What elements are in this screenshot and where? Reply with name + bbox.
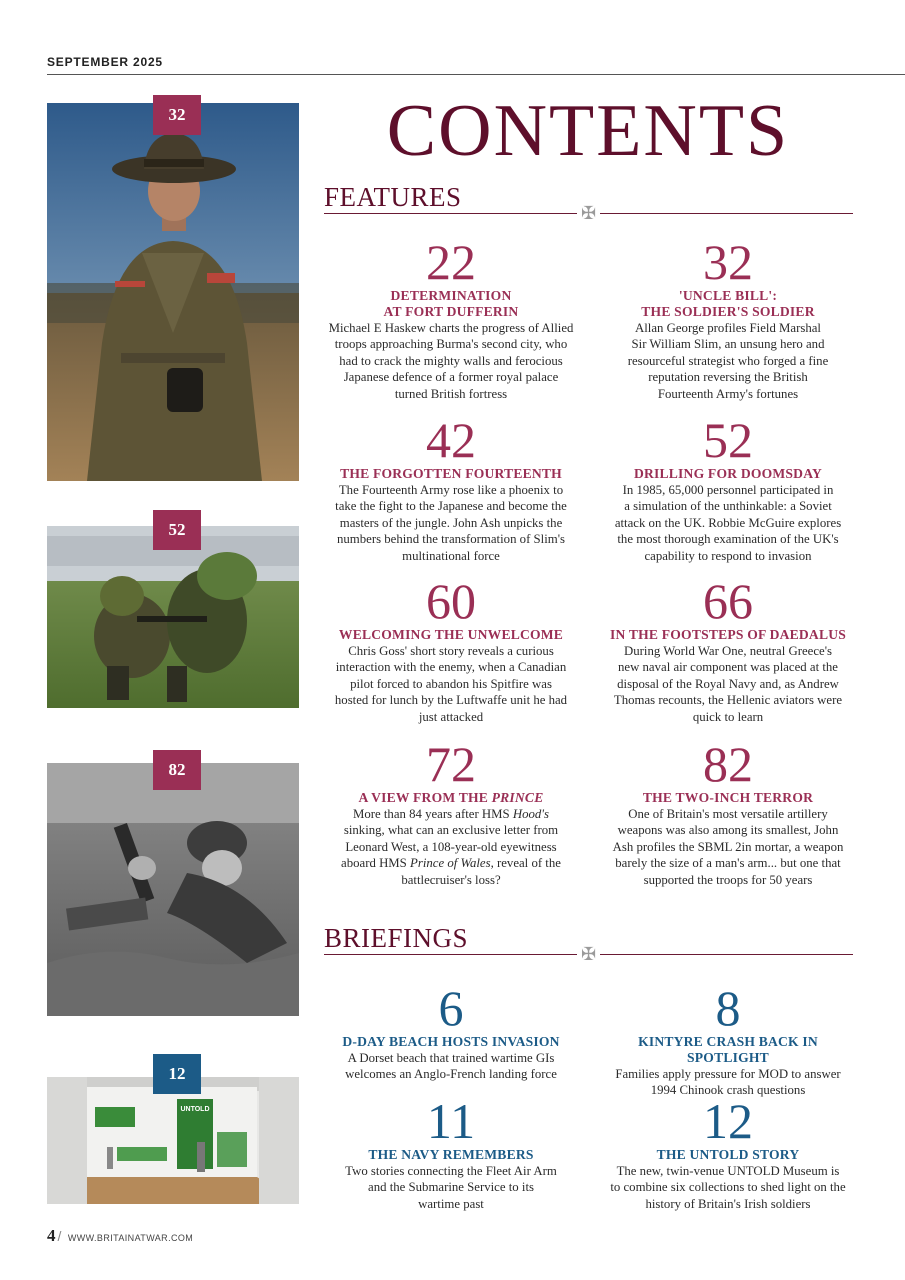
page-number: 22 (426, 234, 476, 290)
page-number: 32 (703, 234, 753, 290)
briefing-headline[interactable]: THE UNTOLD STORY (656, 1147, 800, 1162)
page-number: 72 (426, 736, 476, 792)
briefing-entry-6[interactable] (320, 982, 582, 1083)
folio-page-number: 4 (47, 1226, 56, 1245)
page-number: 11 (426, 1093, 476, 1149)
page-footer (47, 1226, 193, 1246)
feature-summary: Allan George profiles Field Marshal Sir William Slim, an unsung hero and resourceful strategist who forged a fine reputation reversing the British Fourteenth Army's fortunes (627, 321, 829, 401)
briefing-entry-11[interactable] (320, 1095, 582, 1212)
briefing-summary: The new, twin-venue UNTOLD Museum is to combine six collections to shed light on the history of Britain's Irish soldiers (610, 1164, 846, 1211)
feature-summary: The Fourteenth Army rose like a phoenix to take the fight to the Japanese and become the masters of the jungle. John Ash unpicks the numbers behind the transformation of Slim's multinational force (335, 483, 567, 563)
page-number: 52 (703, 412, 753, 468)
feature-headline[interactable]: THE FORGOTTEN FOURTEENTH (340, 466, 562, 481)
page-title: CONTENTS (386, 90, 790, 172)
briefing-headline[interactable]: THE NAVY REMEMBERS (368, 1147, 534, 1162)
briefing-headline[interactable]: KINTYRE CRASH BACK IN SPOTLIGHT (638, 1034, 818, 1065)
feature-entry-42[interactable] (320, 414, 582, 564)
page-number: 42 (426, 412, 476, 468)
briefings-rule-right (600, 954, 853, 955)
page-badge-12: 12 (153, 1054, 201, 1094)
untold-museum-image (47, 1077, 299, 1204)
briefings-rule-left (324, 954, 577, 955)
page-number: 8 (715, 980, 741, 1036)
briefing-entry-8[interactable] (597, 982, 859, 1099)
feature-entry-52[interactable] (597, 414, 859, 564)
features-rule-right (600, 213, 853, 214)
website-link[interactable]: WWW.BRITAINATWAR.COM (67, 1233, 194, 1243)
maltese-cross-icon: ✠ (581, 944, 597, 964)
feature-summary: Michael E Haskew charts the progress of Allied troops approaching Burma's second city, who had to crack the mighty walls and ferocious Japanese defence of a former royal palace turned British fortress (328, 321, 574, 401)
mortar-team-image (47, 763, 299, 1016)
folio-separator: / (57, 1228, 62, 1244)
feature-entry-32[interactable] (597, 236, 859, 402)
page-number: 60 (426, 573, 476, 629)
photo-camouflaged-soldiers[interactable] (47, 520, 299, 708)
features-heading: FEATURES (324, 182, 462, 212)
photo-untold-museum[interactable] (47, 1064, 299, 1204)
header-divider (47, 74, 905, 75)
feature-headline[interactable]: WELCOMING THE UNWELCOME (338, 627, 564, 642)
briefing-summary: Two stories connecting the Fleet Air Arm and the Submarine Service to its wartime past (345, 1164, 557, 1211)
feature-entry-72[interactable] (320, 738, 582, 888)
feature-headline[interactable]: THE TWO-INCH TERROR (642, 790, 814, 805)
feature-summary: During World War One, neutral Greece's new naval air component was placed at the disposal of the Royal Navy and, as Andrew Thomas recounts, the Hellenic aviators were quick to learn (613, 644, 843, 724)
briefing-summary: A Dorset beach that trained wartime GIs welcomes an Anglo-French landing force (345, 1051, 557, 1082)
page-number: 66 (703, 573, 753, 629)
feature-entry-66[interactable] (597, 575, 859, 725)
briefing-entry-12[interactable] (597, 1095, 859, 1212)
feature-entry-82[interactable] (597, 738, 859, 888)
briefing-summary: Families apply pressure for MOD to answer 1994 Chinook crash questions (615, 1067, 841, 1098)
briefings-heading: BRIEFINGS (324, 923, 469, 953)
soldiers-exercise-image (47, 526, 299, 708)
feature-entry-60[interactable] (320, 575, 582, 725)
photo-mortar-team[interactable] (47, 760, 299, 1016)
page-badge-52: 52 (153, 510, 201, 550)
features-rule-left (324, 213, 577, 214)
photo-slim-portrait[interactable] (47, 103, 299, 481)
slim-portrait-image (47, 103, 299, 481)
feature-headline[interactable]: DETERMINATION AT FORT DUFFERIN (383, 288, 519, 319)
page-number: 12 (703, 1093, 753, 1149)
page-number: 6 (438, 980, 464, 1036)
feature-entry-22[interactable] (320, 236, 582, 402)
briefing-headline[interactable]: D-DAY BEACH HOSTS INVASION (342, 1034, 560, 1049)
untold-sign: UNTOLD (180, 1106, 210, 1113)
feature-summary: Chris Goss' short story reveals a curious interaction with the enemy, when a Canadian pilot forced to abandon his Spitfire was hosted for lunch by the Luftwaffe unit he had just attacked (334, 644, 568, 724)
maltese-cross-icon: ✠ (581, 203, 597, 223)
feature-summary: More than 84 years after HMS Hood's sinking, what can an exclusive letter from Leonard West, a 108-year-old eyewitness aboard HMS Prince of Wales, reveal of the battlecruiser's loss? (341, 807, 561, 887)
feature-summary: One of Britain's most versatile artillery weapons was also among its smallest, John Ash profiles the SBML 2in mortar, a weapon barely the size of a man's arm... but one that supported the troops for 50 years (612, 807, 844, 887)
feature-headline[interactable]: DRILLING FOR DOOMSDAY (634, 466, 822, 481)
page-badge-32: 32 (153, 95, 201, 135)
page-number: 82 (703, 736, 753, 792)
page-badge-82: 82 (153, 750, 201, 790)
feature-summary: In 1985, 65,000 personnel participated in a simulation of the unthinkable: a Soviet attack on the UK. Robbie McGuire explores the most thorough examination of the UK's capability to respond to invasion (614, 483, 842, 563)
feature-headline[interactable]: 'UNCLE BILL': THE SOLDIER'S SOLDIER (641, 288, 815, 319)
feature-headline[interactable]: IN THE FOOTSTEPS OF DAEDALUS (610, 627, 846, 642)
feature-headline[interactable]: A VIEW FROM THE PRINCE (358, 790, 544, 805)
issue-date: SEPTEMBER 2025 (47, 55, 163, 69)
